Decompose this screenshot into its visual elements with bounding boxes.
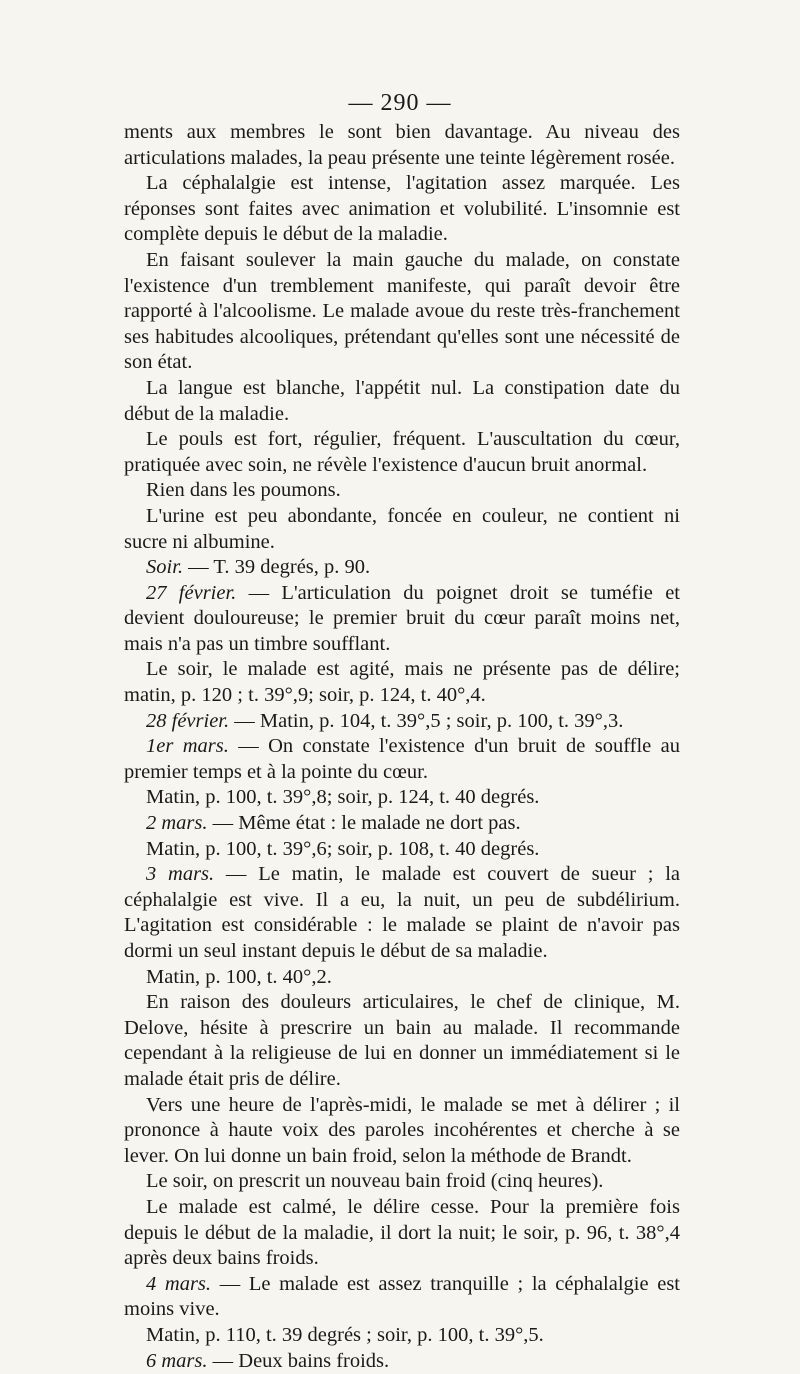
paragraph-text: La langue est blanche, l'appétit nul. La constipation date du début de la maladie. <box>124 377 680 425</box>
entry-date: 1er mars. <box>146 735 229 757</box>
paragraph-text: Le pouls est fort, régulier, fréquent. L'auscultation du cœur, pratiquée avec soin, ne révèle l'existence d'aucun bruit anormal. <box>124 428 680 476</box>
paragraph <box>124 1272 680 1323</box>
paragraph-text: Vers une heure de l'après-midi, le malade se met à délirer ; il prononce à haute voix des paroles incohérentes et cherche à se lever. On lui donne un bain froid, selon la méthode de Brandt. <box>124 1094 680 1167</box>
paragraph <box>124 734 680 785</box>
paragraph-text: Le soir, on prescrit un nouveau bain froid (cinq heures). <box>146 1170 603 1192</box>
paragraph <box>124 837 680 863</box>
paragraph-text: Rien dans les poumons. <box>146 479 341 501</box>
entry-date: 28 février. <box>146 710 229 732</box>
paragraph-text: — On constate l'existence d'un bruit de souffle au premier temps et à la pointe du cœur. <box>124 735 680 783</box>
paragraph <box>124 709 680 735</box>
paragraph <box>124 478 680 504</box>
entry-date: 3 mars. <box>146 863 214 885</box>
paragraph-text: — L'articulation du poignet droit se tuméfie et devient douloureuse; le premier bruit du cœur paraît moins net, mais n'a pas un timbre soufflant. <box>124 582 680 655</box>
paragraph <box>124 811 680 837</box>
paragraph <box>124 248 680 376</box>
page-number-header: — 290 — <box>0 90 800 117</box>
paragraph <box>124 1169 680 1195</box>
paragraph-text: — T. 39 degrés, p. 90. <box>183 556 370 578</box>
paragraph <box>124 120 680 171</box>
paragraph <box>124 862 680 964</box>
paragraph <box>124 990 680 1092</box>
paragraph-text: En faisant soulever la main gauche du malade, on constate l'existence d'un tremblement manifeste, qui paraît devoir être rapporté à l'alcoolisme. Le malade avoue du reste très-franchement ses habitudes alcooliques, prétendant qu'elles sont une nécessité de son état. <box>124 249 680 373</box>
entry-date: 4 mars. <box>146 1273 211 1295</box>
paragraph-text: En raison des douleurs articulaires, le chef de clinique, M. Delove, hésite à prescrire un bain au malade. Il recommande cependant à la religieuse de lui en donner un immédiatement si le malade était pris de délire. <box>124 991 680 1090</box>
paragraph-text: La céphalalgie est intense, l'agitation assez marquée. Les réponses sont faites avec animation et volubilité. L'insomnie est complète depuis le début de la maladie. <box>124 172 680 245</box>
paragraph-text: — Matin, p. 104, t. 39°,5 ; soir, p. 100, t. 39°,3. <box>229 710 623 732</box>
paragraph <box>124 1093 680 1170</box>
paragraph-text: Matin, p. 110, t. 39 degrés ; soir, p. 100, t. 39°,5. <box>146 1324 544 1346</box>
paragraph <box>124 427 680 478</box>
paragraph <box>124 376 680 427</box>
entry-date: 27 février. <box>146 582 236 604</box>
paragraph <box>124 657 680 708</box>
paragraph-text: — Le matin, le malade est couvert de sueur ; la céphalalgie est vive. Il a eu, la nuit, un peu de subdélirium. L'agitation est considérable : le malade se plaint de n'avoir pas dormi un seul instant depuis le début de sa maladie. <box>124 863 680 962</box>
entry-date: 2 mars. <box>146 812 208 834</box>
paragraph-text: — Même état : le malade ne dort pas. <box>208 812 521 834</box>
paragraph-text: Matin, p. 100, t. 40°,2. <box>146 966 332 988</box>
entry-date: 6 mars. <box>146 1350 208 1372</box>
paragraph <box>124 965 680 991</box>
paragraph-text: Matin, p. 100, t. 39°,8; soir, p. 124, t. 40 degrés. <box>146 786 539 808</box>
paragraph <box>124 581 680 658</box>
paragraph-text: Le malade est calmé, le délire cesse. Pour la première fois depuis le début de la maladie, il dort la nuit; le soir, p. 96, t. 38°,4 après deux bains froids. <box>124 1196 680 1269</box>
paragraph <box>124 1323 680 1349</box>
paragraph-text: — Deux bains froids. <box>208 1350 390 1372</box>
paragraph-text: ments aux membres le sont bien davantage. Au niveau des articulations malades, la peau présente une teinte légèrement rosée. <box>124 121 680 169</box>
paragraph-text: Matin, p. 100, t. 39°,6; soir, p. 108, t. 40 degrés. <box>146 838 539 860</box>
paragraph <box>124 504 680 555</box>
paragraph-text: — Le malade est assez tranquille ; la céphalalgie est moins vive. <box>124 1273 680 1321</box>
paragraph-text: Le soir, le malade est agité, mais ne présente pas de délire; matin, p. 120 ; t. 39°,9; soir, p. 124, t. 40°,4. <box>124 658 680 706</box>
entry-date: Soir. <box>146 556 183 578</box>
body-text <box>124 120 680 1374</box>
paragraph <box>124 1195 680 1272</box>
paragraph <box>124 1349 680 1374</box>
paragraph-text: L'urine est peu abondante, foncée en couleur, ne contient ni sucre ni albumine. <box>124 505 680 553</box>
paragraph <box>124 785 680 811</box>
paragraph <box>124 171 680 248</box>
paragraph <box>124 555 680 581</box>
